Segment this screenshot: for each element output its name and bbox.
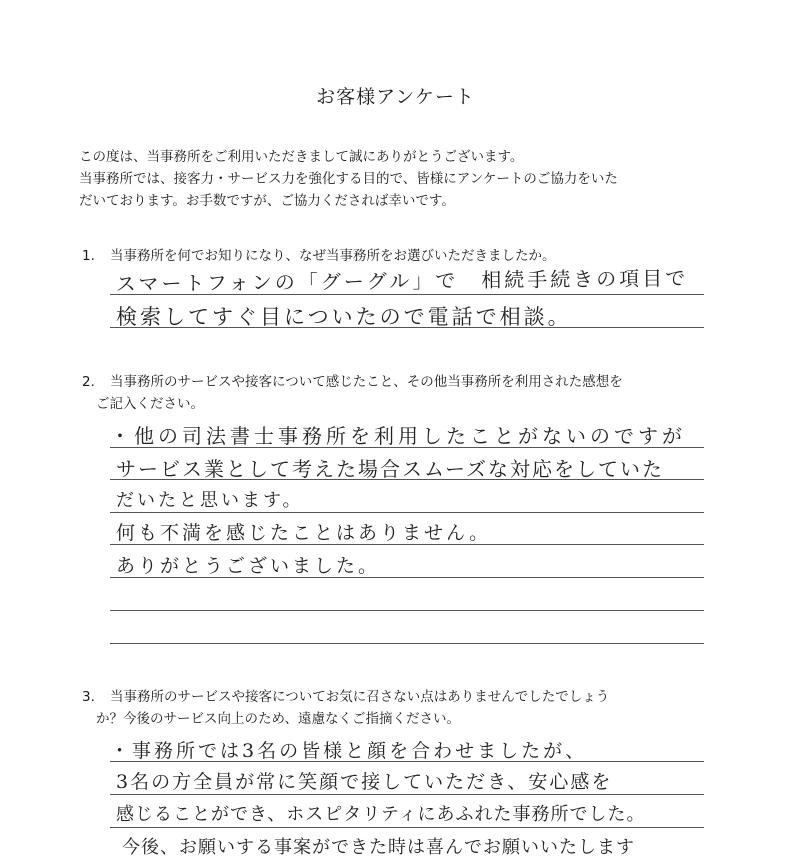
ruled-line [110,512,704,513]
handwritten-answer-line: 今後、お願いする事案ができた時は喜んでお願いいたします [122,837,635,858]
question-text: 当事務所を何でお知りになり、なぜ当事務所をお選びいただきましたか。 [110,248,556,264]
answer-2-area [110,416,704,651]
handwritten-answer-line: サービス業として考えた場合スムーズな対応をしていた [116,457,664,481]
handwritten-answer-line: 検索してすぐ目についたので電話で相談。 [116,305,572,329]
ruled-line [110,827,704,828]
question-text: 当事務所のサービスや接客についてお気に召さない点はありませんでしたでしょう [110,689,610,705]
question-text: 当事務所のサービスや接客について感じたこと、その他当事務所を利用された感想を [110,374,623,390]
answer-3-area [110,732,704,868]
handwritten-answer-line: ・他の司法書士事務所を利用したことがないのですが [110,424,686,448]
handwritten-answer-line: スマートフォンの「グーグル」で 相続手続きの項目で [115,266,689,297]
question-number: 2. [82,374,95,390]
handwritten-answer-line: 感じることができ、ホスピタリティにあふれた事務所でした。 [116,804,646,825]
intro-line: だいております。お手数ですが、ご協力くだされば幸いです。 [79,193,455,209]
handwritten-answer-line: 何も不満を感じたことはありません。 [116,522,492,544]
question-3 [82,686,609,730]
handwritten-answer-line: だいたと思います。 [116,490,304,511]
intro-line: 当事務所では、接客力・サービス力を強化する目的で、皆様にアンケートのご協力をいた [79,171,618,187]
handwritten-answer-line: 3名の方全員が常に笑顔で接していただき、安心感を [116,771,613,793]
handwritten-answer-line: ありがとうございました。 [116,555,381,577]
intro-line: この度は、当事務所をご利用いただきまして誠にありがとうございます。 [79,149,524,165]
question-number: 3. [82,689,95,705]
answer-1-area [110,266,704,336]
ruled-line [110,794,704,795]
question-number: 1. [82,248,95,264]
question-text: ご記入ください。 [96,396,204,412]
ruled-line [110,643,704,644]
question-2 [82,371,623,415]
page-title: お客様アンケート [316,86,475,108]
ruled-line [110,610,704,611]
handwritten-answer-line: ・事務所では3名の皆様と顔を合わせましたが、 [110,740,588,762]
question-text: か？今後のサービス向上のため、遠慮なくご指摘ください。 [96,711,460,727]
intro-text [79,146,729,212]
